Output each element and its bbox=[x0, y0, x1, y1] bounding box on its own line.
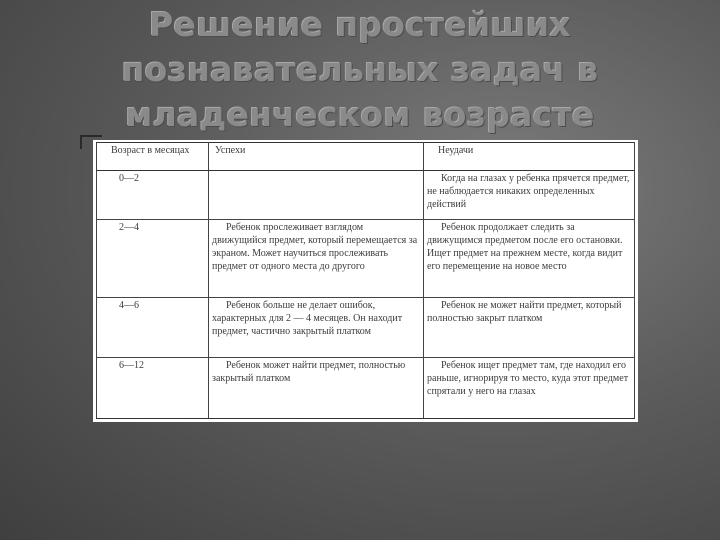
table-row bbox=[97, 357, 635, 419]
header-success: Успехи bbox=[209, 143, 424, 171]
slide-title-line-3: младенческом возрасте bbox=[125, 95, 595, 134]
table-row bbox=[97, 298, 635, 357]
scanned-table-image bbox=[93, 140, 638, 422]
slide-title-line-1: Решение простейших bbox=[149, 5, 571, 44]
cell-failure: Ребенок не может найти предмет, который полностью закрыт платком bbox=[424, 298, 635, 357]
cognitive-tasks-table bbox=[96, 142, 635, 419]
cell-success: Ребенок прослеживает взглядом движущийся предмет, который перемещается за экраном. Может научиться прослеживать предмет от одного места до другого bbox=[209, 220, 424, 298]
table-row bbox=[97, 171, 635, 220]
slide-title bbox=[40, 2, 680, 137]
cell-age: 2—4 bbox=[97, 220, 209, 298]
header-age: Возраст в месяцах bbox=[97, 143, 209, 171]
cell-success bbox=[209, 171, 424, 220]
table-row bbox=[97, 220, 635, 298]
cell-age: 6—12 bbox=[97, 357, 209, 419]
cell-failure: Когда на глазах у ребенка прячется предмет, не наблюдается никаких определенных действий bbox=[424, 171, 635, 220]
cell-failure: Ребенок продолжает следить за движущимся предметом после его остановки. Ищет предмет на прежнем месте, когда видит его перемещение на новое место bbox=[424, 220, 635, 298]
slide-title-line-2: познавательных задач в bbox=[121, 50, 599, 89]
cell-age: 4—6 bbox=[97, 298, 209, 357]
cell-success: Ребенок может найти предмет, полностью закрытый платком bbox=[209, 357, 424, 419]
header-failure: Неудачи bbox=[424, 143, 635, 171]
cell-success: Ребенок больше не делает ошибок, характерных для 2 — 4 месяцев. Он находит предмет, частично закрытый платком bbox=[209, 298, 424, 357]
cell-failure: Ребенок ищет предмет там, где находил его раньше, игнорируя то место, куда этот предмет спрятали у него на глазах bbox=[424, 357, 635, 419]
table-header-row bbox=[97, 143, 635, 171]
cell-age: 0—2 bbox=[97, 171, 209, 220]
